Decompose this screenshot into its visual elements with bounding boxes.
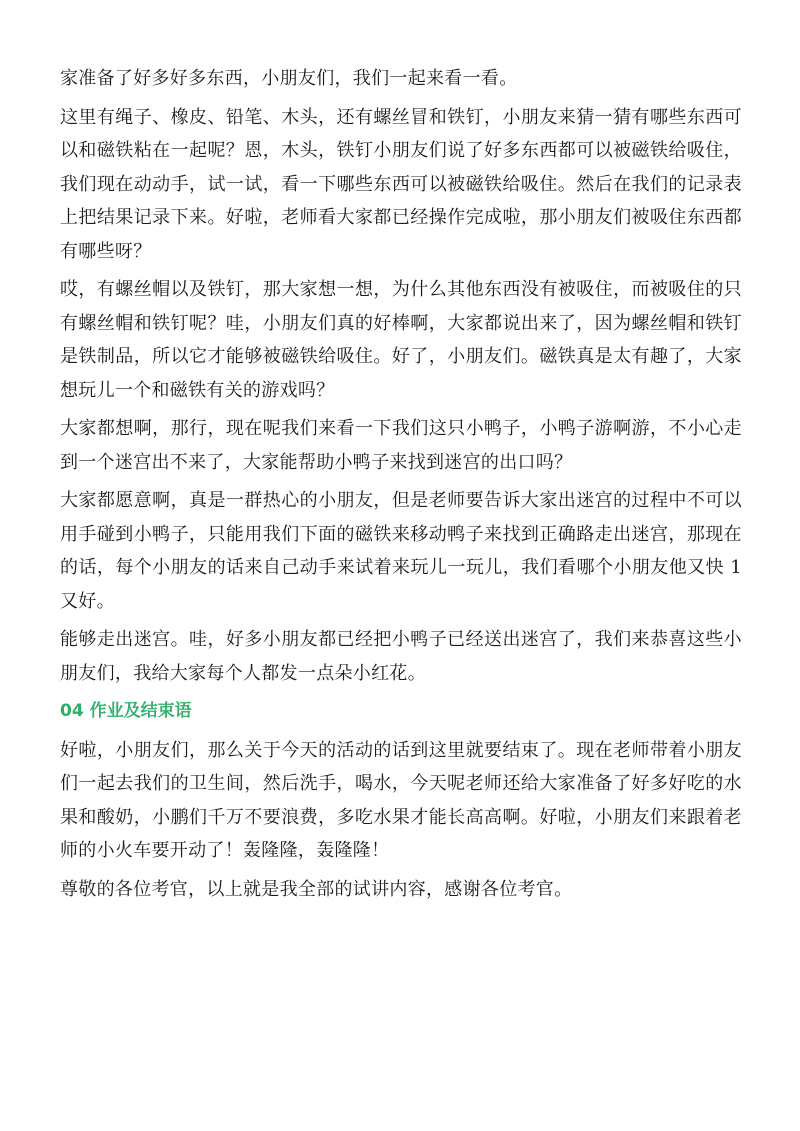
paragraph-6: 能够走出迷宫。哇，好多小朋友都已经把小鸭子已经送出迷宫了，我们来恭喜这些小朋友们，我给大家每个人都发一点朵小红花。 bbox=[60, 629, 742, 684]
paragraph-1: 家准备了好多好多东西，小朋友们，我们一起来看一看。 bbox=[60, 68, 518, 89]
paragraph-7: 好啦，小朋友们，那么关于今天的活动的话到这里就要结束了。现在老师带着小朋友们一起去我们的卫生间，然后洗手，喝水，今天呢老师还给大家准备了好多好吃的水果和酸奶，小鹏们千万不要浪费，多吃水果才能长高高啊。好啦，小朋友们来跟着老师的小火车要开动了！轰隆隆，轰隆隆！ bbox=[60, 739, 742, 861]
paragraph-3: 哎，有螺丝帽以及铁钉，那大家想一想，为什么其他东西没有被吸住，而被吸住的只有螺丝帽和铁钉呢？哇，小朋友们真的好棒啊，大家都说出来了，因为螺丝帽和铁钉是铁制品，所以它才能够被磁铁给吸住。好了，小朋友们。磁铁真是太有趣了，大家想玩儿一个和磁铁有关的游戏吗？ bbox=[60, 279, 742, 401]
paragraph-4: 大家都想啊，那行，现在呢我们来看一下我们这只小鸭子，小鸭子游啊游，不小心走到一个迷宫出不来了，大家能帮助小鸭子来找到迷宫的出口吗？ bbox=[60, 418, 742, 473]
section-heading: 04 作业及结束语 bbox=[60, 701, 192, 721]
paragraph-2: 这里有绳子、橡皮、铅笔、木头，还有螺丝冒和铁钉，小朋友来猜一猜有哪些东西可以和磁铁粘在一起呢？恩，木头，铁钉小朋友们说了好多东西都可以被磁铁给吸住，我们现在动动手，试一试，看一下哪些东西可以被磁铁给吸住。然后在我们的记录表上把结果记录下来。好啦，老师看大家都已经操作完成啦，那小朋友们被吸住东西都有哪些呀？ bbox=[60, 106, 742, 262]
paragraph-8: 尊敬的各位考官，以上就是我全部的试讲内容，感谢各位考官。 bbox=[60, 878, 573, 900]
paragraph-5: 大家都愿意啊，真是一群热心的小朋友，但是老师要告诉大家出迷宫的过程中不可以用手碰到小鸭子，只能用我们下面的磁铁来移动鸭子来找到正确路走出迷宫，那现在的话，每个小朋友的话来自己动手来试着来玩儿一玩儿，我们看哪个小朋友他又快 1 又好。 bbox=[60, 490, 742, 612]
document-body bbox=[60, 62, 742, 911]
